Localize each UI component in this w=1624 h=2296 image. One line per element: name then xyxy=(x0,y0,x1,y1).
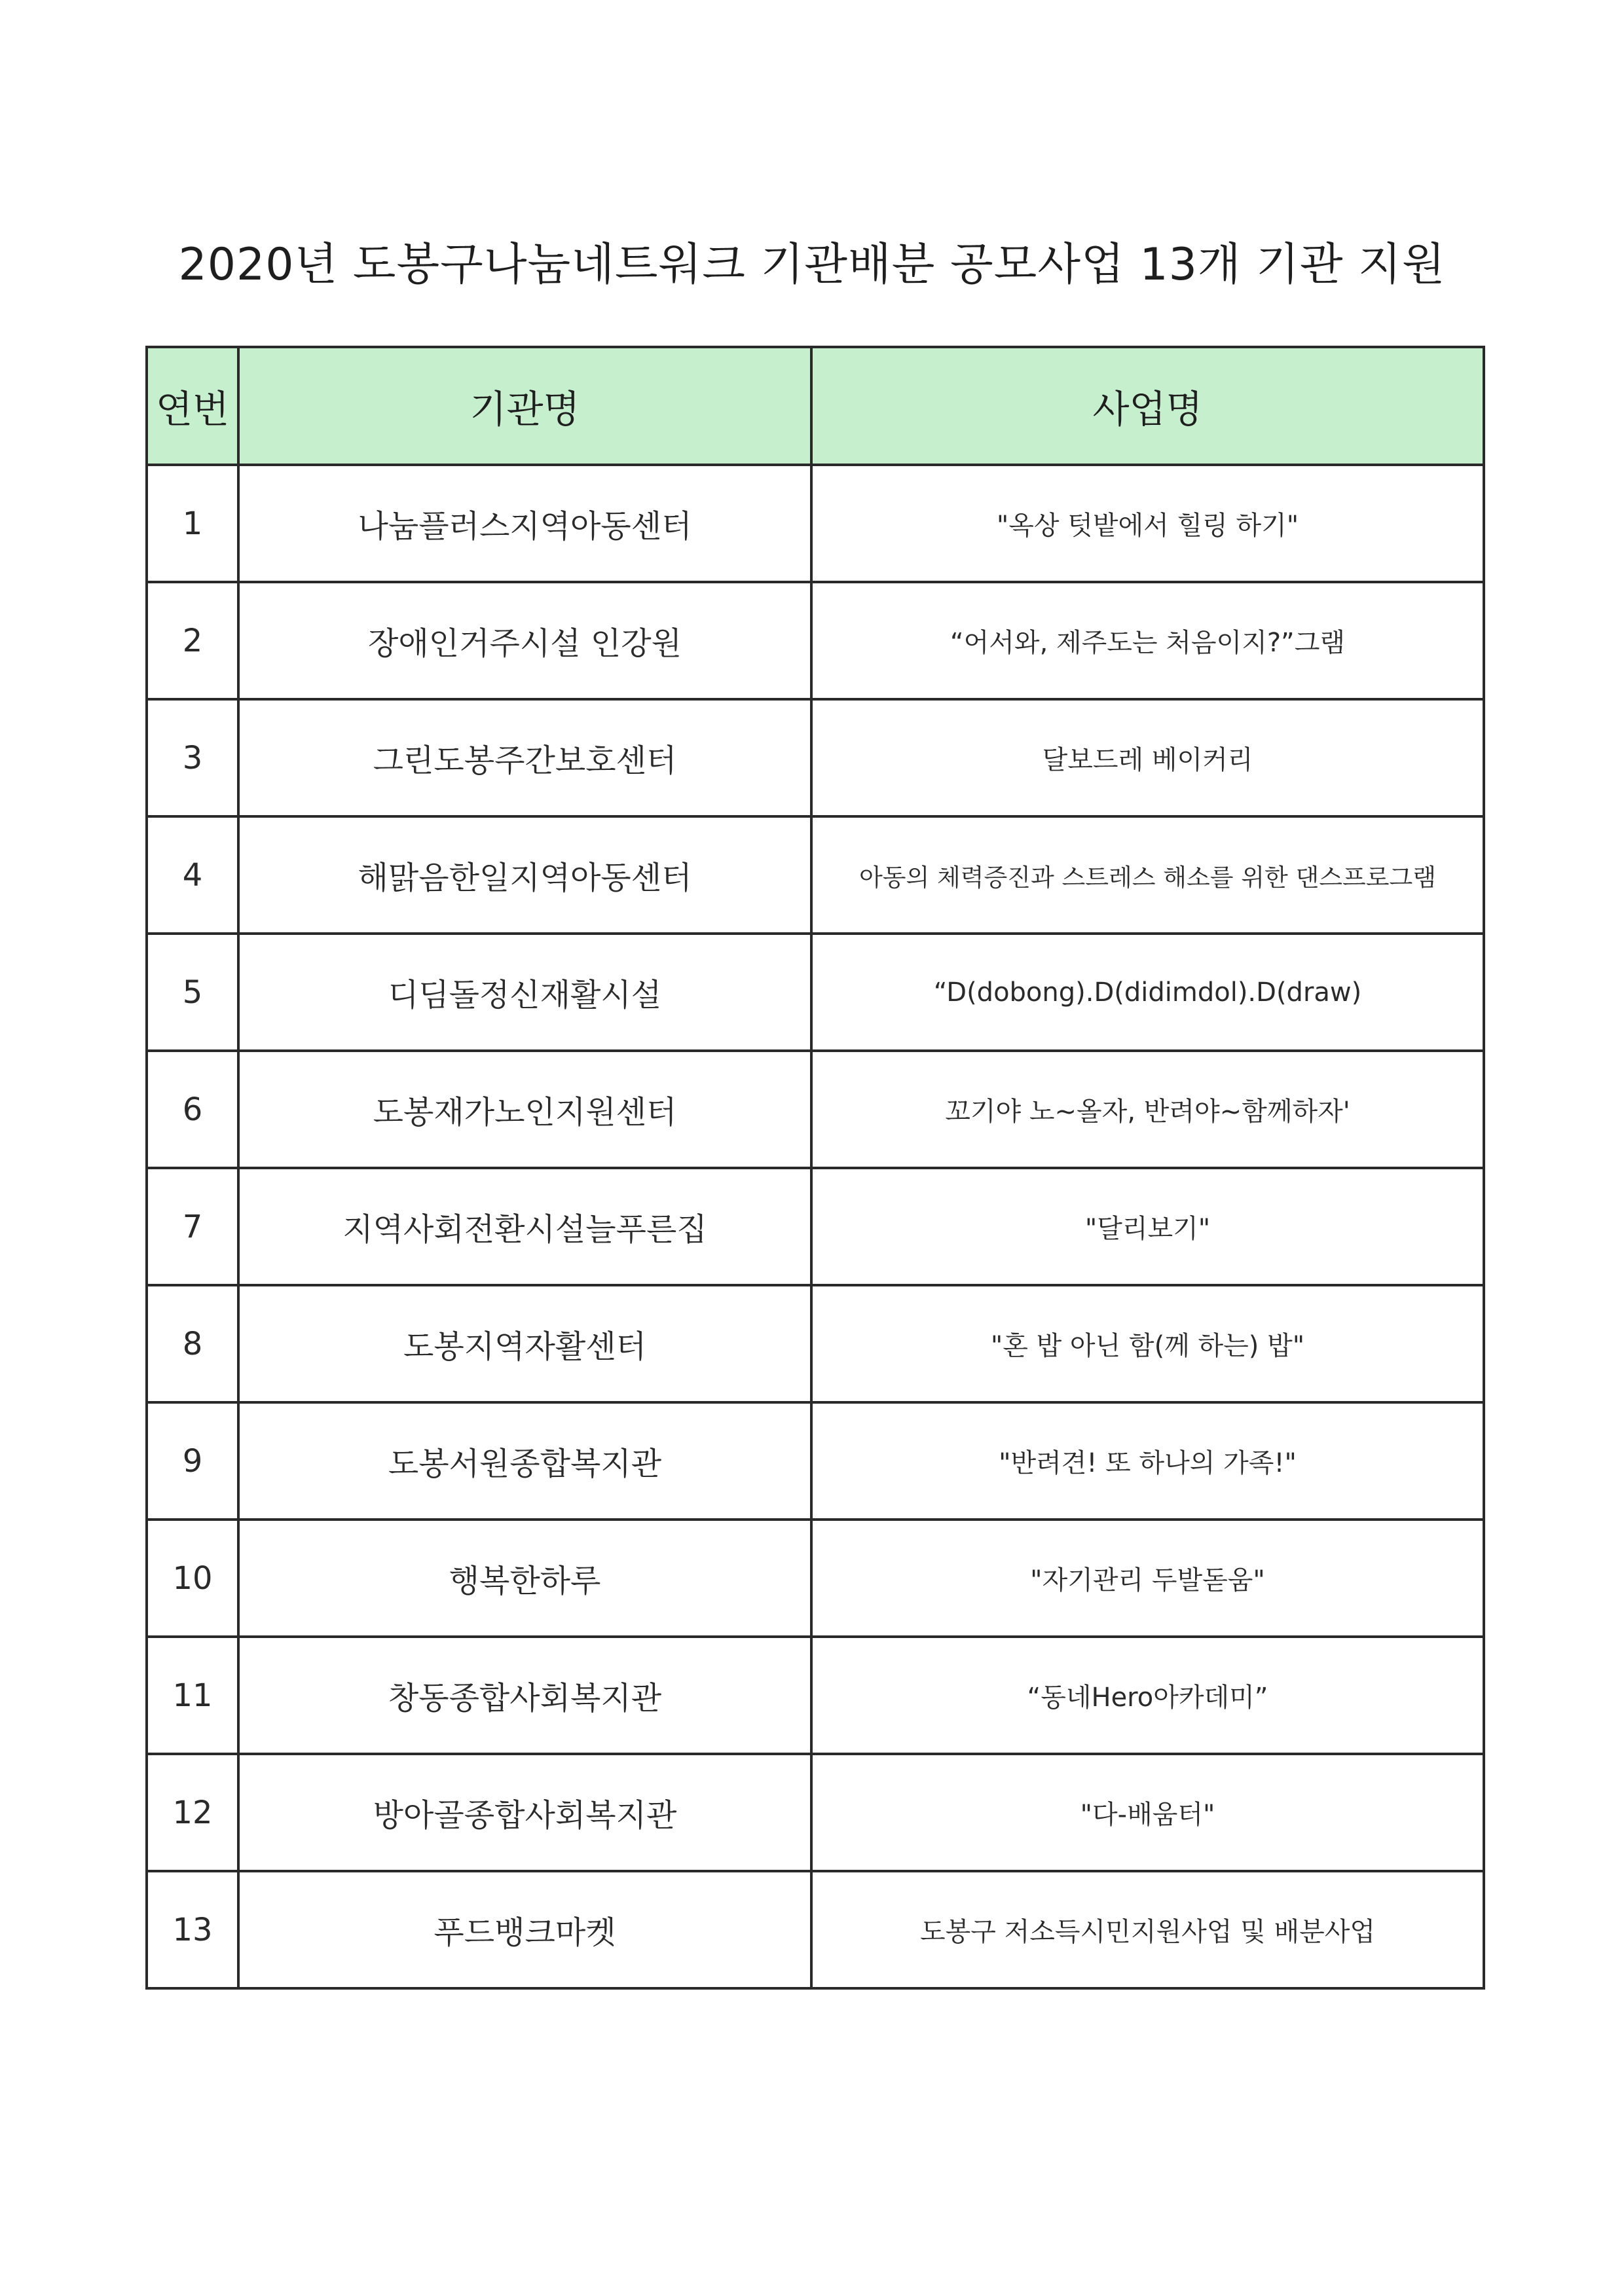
project-name: “D(dobong).D(didimdol).D(draw) xyxy=(811,934,1484,1051)
table-row xyxy=(147,1754,1484,1871)
table-row xyxy=(147,1637,1484,1754)
row-number: 13 xyxy=(147,1871,238,1988)
row-number: 6 xyxy=(147,1051,238,1168)
table-row xyxy=(147,1871,1484,1988)
project-name: "자기관리 두발돋움" xyxy=(811,1520,1484,1637)
organization-name: 장애인거주시설 인강원 xyxy=(238,582,811,699)
header-number: 연번 xyxy=(147,347,238,465)
organization-name: 해맑음한일지역아동센터 xyxy=(238,816,811,934)
table-row xyxy=(147,1051,1484,1168)
row-number: 2 xyxy=(147,582,238,699)
grant-table xyxy=(145,346,1485,1990)
table-row xyxy=(147,1168,1484,1285)
organization-name: 그린도봉주간보호센터 xyxy=(238,699,811,816)
table-header xyxy=(147,347,1484,465)
project-name: "달리보기" xyxy=(811,1168,1484,1285)
row-number: 9 xyxy=(147,1402,238,1520)
project-name: “어서와, 제주도는 처음이지?”그램 xyxy=(811,582,1484,699)
page-title: 2020년 도봉구나눔네트워크 기관배분 공모사업 13개 기관 지원 xyxy=(178,239,1446,291)
table-row xyxy=(147,1520,1484,1637)
table-row xyxy=(147,934,1484,1051)
row-number: 4 xyxy=(147,816,238,934)
header-organization: 기관명 xyxy=(238,347,811,465)
project-name: "옥상 텃밭에서 힐링 하기" xyxy=(811,465,1484,582)
project-name: "혼 밥 아닌 함(께 하는) 밥" xyxy=(811,1285,1484,1402)
organization-name: 푸드뱅크마켓 xyxy=(238,1871,811,1988)
organization-name: 지역사회전환시설늘푸른집 xyxy=(238,1168,811,1285)
organization-name: 창동종합사회복지관 xyxy=(238,1637,811,1754)
project-name: "다-배움터" xyxy=(811,1754,1484,1871)
project-name: "반려견! 또 하나의 가족!" xyxy=(811,1402,1484,1520)
row-number: 7 xyxy=(147,1168,238,1285)
row-number: 12 xyxy=(147,1754,238,1871)
organization-name: 나눔플러스지역아동센터 xyxy=(238,465,811,582)
row-number: 1 xyxy=(147,465,238,582)
table-row xyxy=(147,699,1484,816)
organization-name: 디딤돌정신재활시설 xyxy=(238,934,811,1051)
row-number: 8 xyxy=(147,1285,238,1402)
table-row xyxy=(147,465,1484,582)
table-row xyxy=(147,582,1484,699)
row-number: 3 xyxy=(147,699,238,816)
row-number: 10 xyxy=(147,1520,238,1637)
table-body xyxy=(147,465,1484,1988)
project-name: 달보드레 베이커리 xyxy=(811,699,1484,816)
organization-name: 행복한하루 xyxy=(238,1520,811,1637)
organization-name: 도봉재가노인지원센터 xyxy=(238,1051,811,1168)
project-name: 도봉구 저소득시민지원사업 및 배분사업 xyxy=(811,1871,1484,1988)
header-row xyxy=(147,347,1484,465)
table-row xyxy=(147,816,1484,934)
row-number: 11 xyxy=(147,1637,238,1754)
table-row xyxy=(147,1285,1484,1402)
organization-name: 방아골종합사회복지관 xyxy=(238,1754,811,1871)
table-row xyxy=(147,1402,1484,1520)
project-name: 아동의 체력증진과 스트레스 해소를 위한 댄스프로그램 xyxy=(811,816,1484,934)
organization-name: 도봉지역자활센터 xyxy=(238,1285,811,1402)
header-project: 사업명 xyxy=(811,347,1484,465)
project-name: “동네Hero아카데미” xyxy=(811,1637,1484,1754)
organization-name: 도봉서원종합복지관 xyxy=(238,1402,811,1520)
row-number: 5 xyxy=(147,934,238,1051)
project-name: 꼬기야 노~올자, 반려야~함께하자' xyxy=(811,1051,1484,1168)
